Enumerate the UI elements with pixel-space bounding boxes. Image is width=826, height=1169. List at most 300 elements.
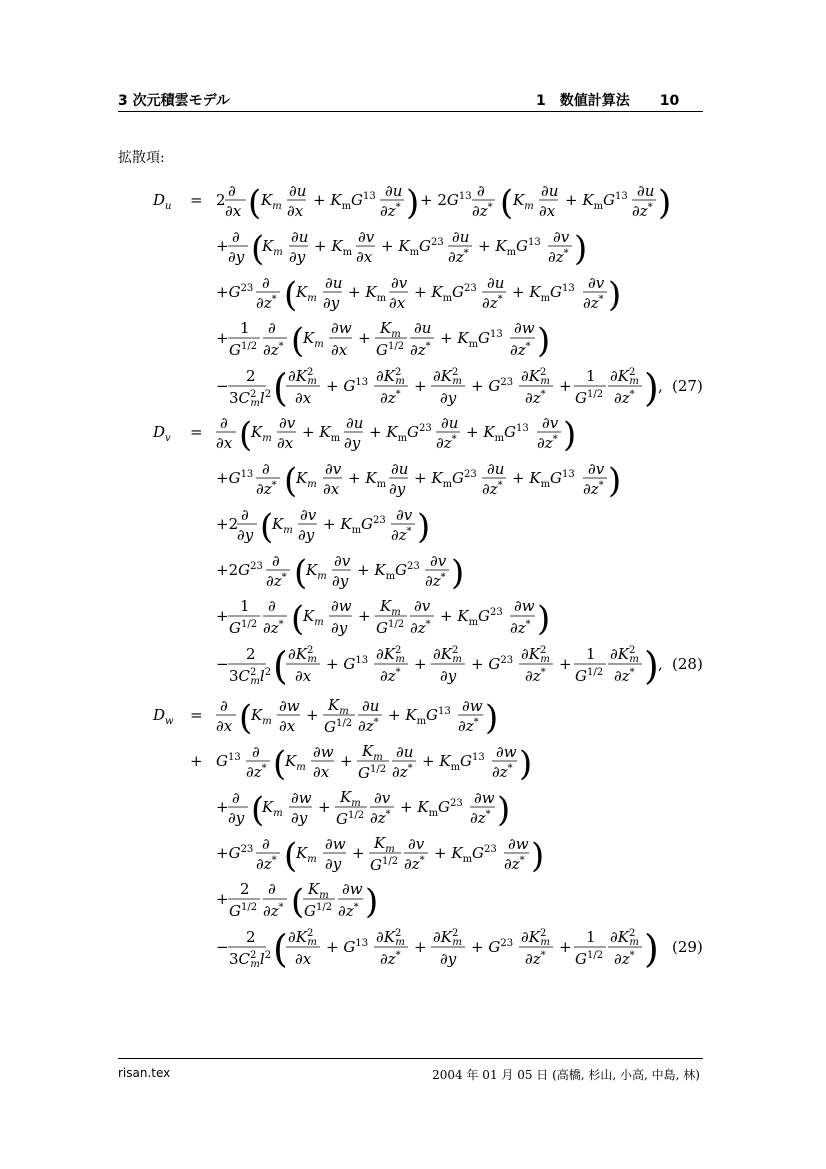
- svg-text:∂z*: ∂z*: [246, 763, 267, 781]
- svg-text:G1/2: $G^{1/2}$: [229, 619, 258, 637]
- svg-text:(: (: [248, 183, 262, 223]
- svg-text:(: (: [500, 183, 514, 223]
- svg-text:G1/2: $G^{1/2}$: [358, 764, 387, 782]
- svg-text:+ G23: + $G^{23}$: [471, 938, 514, 956]
- svg-text:G1/2: $G^{1/2}$: [229, 341, 258, 359]
- svg-text:∂x: ∂x: [356, 248, 373, 266]
- svg-text:=: =: [190, 706, 203, 724]
- svg-text:∂z*: ∂z*: [256, 294, 277, 312]
- svg-text:(: (: [273, 644, 288, 688]
- svg-text:∂K2m: $\partial K^2$ m: [521, 928, 550, 948]
- svg-text:G1/2: $G^{1/2}$: [304, 902, 333, 920]
- svg-text:): ): [537, 599, 551, 639]
- svg-text:+ KmG13: + $K_mG^{13}$: [313, 191, 376, 212]
- svg-text:∂z*: ∂z*: [614, 950, 635, 968]
- svg-text:Km: $K_m$: [285, 752, 306, 773]
- svg-text:Km: $K_m$: [513, 191, 534, 212]
- svg-text:∂v: ∂v: [358, 228, 375, 246]
- svg-text:,: ,: [658, 377, 663, 395]
- svg-text:∂u: ∂u: [385, 182, 403, 200]
- svg-text:∂u: ∂u: [487, 274, 505, 292]
- svg-text:∂u: ∂u: [441, 414, 459, 432]
- svg-text:∂v: ∂v: [279, 414, 296, 432]
- svg-text:+ KmG13: + $K_mG^{13}$: [440, 329, 503, 350]
- svg-text:∂u: ∂u: [487, 460, 505, 478]
- svg-text:=: =: [190, 423, 203, 441]
- svg-text:∂y: ∂y: [237, 526, 254, 544]
- svg-text:∂z*: ∂z*: [548, 248, 569, 266]
- svg-text:G1/2: $G^{1/2}$: [575, 389, 604, 407]
- svg-text:∂y: ∂y: [228, 248, 245, 266]
- svg-text:∂w: ∂w: [331, 319, 352, 337]
- svg-text:∂z*: ∂z*: [425, 572, 446, 590]
- svg-text:G1/2: $G^{1/2}$: [324, 718, 353, 736]
- svg-text:+ KmG13: + $K_mG^{13}$: [422, 752, 485, 773]
- svg-text:Km: $K_m$: [262, 798, 283, 819]
- svg-text:∂u: ∂u: [362, 697, 380, 715]
- svg-text:∂x: ∂x: [277, 434, 294, 452]
- dw-lhs: $D_w$: [153, 706, 174, 727]
- svg-text:(: (: [291, 321, 305, 361]
- svg-text:(: (: [273, 744, 287, 784]
- svg-text:∂u: ∂u: [346, 414, 364, 432]
- svg-text:+ KmG23: + $K_mG^{23}$: [357, 561, 420, 582]
- svg-text:Km: $K_m$: [296, 283, 317, 304]
- svg-text:∂: ∂: [220, 697, 228, 715]
- svg-text:∂: ∂: [268, 597, 276, 615]
- svg-text:∂z*: ∂z*: [448, 248, 469, 266]
- svg-text:+ KmG23: + $K_mG^{23}$: [323, 515, 386, 536]
- svg-text:∂K2m: $\partial K^2$ m: [521, 367, 550, 387]
- svg-text:∂v: ∂v: [588, 460, 605, 478]
- svg-text:∂: ∂: [272, 552, 280, 570]
- svg-text:∂K2m: $\partial K^2$ m: [376, 367, 405, 387]
- svg-text:Km: $K_m$: [380, 597, 401, 618]
- dv-lhs: $D_v$: [153, 423, 171, 444]
- svg-text:∂z*: ∂z*: [482, 294, 503, 312]
- header-section-title: 1 数値計算法: [536, 93, 630, 109]
- svg-text:(: (: [284, 461, 298, 501]
- svg-text:): ): [574, 229, 588, 269]
- equation-du: [152, 182, 703, 410]
- svg-text:G1/2: $G^{1/2}$: [336, 810, 365, 828]
- svg-text:+: +: [216, 798, 229, 816]
- svg-text:3C2ml2: $3C^2$ $ml^2$: [229, 667, 272, 687]
- svg-text:∂w: ∂w: [496, 743, 517, 761]
- svg-text:+ G13: + $G^{13}$: [326, 655, 369, 673]
- svg-text:−: −: [216, 377, 229, 395]
- svg-text:+: +: [318, 798, 331, 816]
- svg-text:∂u: ∂u: [291, 228, 309, 246]
- svg-text:+G23: $+G^{23}$: [216, 844, 254, 862]
- svg-text:∂w: ∂w: [508, 835, 529, 853]
- svg-text:): ): [644, 927, 659, 971]
- svg-text:∂w: ∂w: [291, 789, 312, 807]
- footer-rule: [118, 1058, 703, 1059]
- svg-text:): ): [531, 836, 545, 876]
- svg-text:1: 1: [240, 597, 250, 615]
- du-lhs: $D_u$: [153, 191, 172, 212]
- svg-text:+: +: [559, 938, 572, 956]
- svg-text:+ KmG13: + $K_mG^{13}$: [466, 423, 529, 444]
- svg-text:∂z*: ∂z*: [614, 667, 635, 685]
- svg-text:∂x: ∂x: [295, 950, 312, 968]
- svg-text:∂z*: ∂z*: [492, 763, 513, 781]
- svg-text:+ Km: + $K_m$: [348, 283, 387, 304]
- svg-text:∂y: ∂y: [289, 248, 306, 266]
- svg-text:∂z*: ∂z*: [256, 480, 277, 498]
- svg-text:): ): [658, 183, 672, 223]
- svg-text:+: +: [216, 607, 229, 625]
- svg-text:∂z*: ∂z*: [583, 294, 604, 312]
- svg-text:+: +: [216, 890, 229, 908]
- svg-text:+ Km: + $K_m$: [348, 469, 387, 490]
- svg-text:Km: $K_m$: [362, 742, 383, 763]
- svg-text:∂z*: ∂z*: [256, 855, 277, 873]
- svg-text:∂: ∂: [262, 835, 270, 853]
- svg-text:,: ,: [658, 655, 663, 673]
- svg-text:(: (: [291, 599, 305, 639]
- svg-text:+: +: [340, 752, 353, 770]
- svg-text:∂z*: ∂z*: [358, 717, 379, 735]
- equation-dv: [152, 414, 703, 688]
- svg-text:∂v: ∂v: [334, 552, 351, 570]
- svg-text:): ): [519, 744, 533, 784]
- svg-text:+: +: [216, 237, 229, 255]
- svg-text:+: +: [190, 752, 203, 770]
- svg-text:∂y: ∂y: [332, 572, 349, 590]
- svg-text:∂z*: ∂z*: [458, 717, 479, 735]
- svg-text:∂x: ∂x: [295, 667, 312, 685]
- svg-text:+ KmG13: + $K_mG^{13}$: [388, 706, 451, 727]
- svg-text:+G13: $+G^{13}$: [216, 469, 254, 487]
- svg-text:∂z*: ∂z*: [263, 619, 284, 637]
- svg-text:): ): [365, 882, 379, 922]
- svg-text:): ): [608, 461, 622, 501]
- svg-text:∂w: ∂w: [342, 880, 363, 898]
- svg-text:+: +: [414, 655, 427, 673]
- svg-text:−: −: [216, 938, 229, 956]
- svg-text:∂u: ∂u: [541, 182, 559, 200]
- svg-text:∂w: ∂w: [279, 697, 300, 715]
- svg-text:Km: $K_m$: [251, 423, 272, 444]
- svg-text:∂x: ∂x: [279, 717, 296, 735]
- svg-text:∂K2m: $\partial K^2$ m: [610, 645, 639, 665]
- running-header-chapter: 3 次元積雲モデル: [118, 93, 230, 109]
- svg-text:∂K2m: $\partial K^2$ m: [376, 645, 405, 665]
- svg-text:∂K2m: $\partial K^2$ m: [433, 645, 462, 665]
- equation-dw: [152, 696, 703, 971]
- svg-text:∂: ∂: [228, 182, 236, 200]
- svg-text:∂v: ∂v: [408, 835, 425, 853]
- svg-text:Km: $K_m$: [296, 844, 317, 865]
- svg-text:): ): [644, 366, 659, 410]
- svg-text:∂z*: ∂z*: [504, 855, 525, 873]
- svg-text:(: (: [284, 275, 298, 315]
- svg-text:∂x: ∂x: [539, 202, 556, 220]
- svg-text:2: 2: [246, 928, 256, 946]
- svg-text:2: 2: [240, 880, 250, 898]
- svg-text:+2G23: $+2G^{23}$: [216, 561, 263, 579]
- svg-text:2: 2: [246, 645, 256, 663]
- svg-text:∂y: ∂y: [344, 434, 361, 452]
- svg-text:+ KmG23: + $K_mG^{23}$: [440, 607, 503, 628]
- svg-text:∂x: ∂x: [295, 389, 312, 407]
- svg-text:∂z*: ∂z*: [632, 202, 653, 220]
- svg-text:∂x: ∂x: [389, 294, 406, 312]
- svg-text:∂u: ∂u: [396, 743, 414, 761]
- svg-text:∂y: ∂y: [291, 809, 308, 827]
- svg-text:2: 2: [246, 367, 256, 385]
- svg-text:G1/2: $G^{1/2}$: [575, 667, 604, 685]
- svg-text:∂z*: ∂z*: [525, 667, 546, 685]
- svg-text:∂w: ∂w: [514, 597, 535, 615]
- svg-text:∂K2m: $\partial K^2$ m: [288, 645, 317, 665]
- svg-text:∂u: ∂u: [637, 182, 655, 200]
- svg-text:∂z*: ∂z*: [404, 855, 425, 873]
- svg-text:(: (: [260, 507, 274, 547]
- svg-text:∂x: ∂x: [225, 202, 242, 220]
- svg-text:Km: $K_m$: [296, 469, 317, 490]
- svg-text:Km: $K_m$: [303, 607, 324, 628]
- svg-text:+2: +2: [216, 515, 239, 533]
- svg-text:∂z*: ∂z*: [583, 480, 604, 498]
- svg-text:+: +: [414, 377, 427, 395]
- svg-text:∂: ∂: [241, 506, 249, 524]
- svg-text:∂: ∂: [262, 460, 270, 478]
- svg-text:): ): [485, 698, 499, 738]
- svg-text:(: (: [273, 927, 288, 971]
- svg-text:∂: ∂: [268, 880, 276, 898]
- svg-text:Km: $K_m$: [340, 788, 361, 809]
- svg-text:∂z*: ∂z*: [510, 341, 531, 359]
- svg-text:∂y: ∂y: [440, 389, 457, 407]
- svg-text:(: (: [251, 790, 265, 830]
- svg-text:Km: $K_m$: [308, 880, 329, 901]
- svg-text:∂z*: ∂z*: [482, 480, 503, 498]
- svg-text:G1/2: $G^{1/2}$: [376, 341, 405, 359]
- svg-text:∂K2m: $\partial K^2$ m: [610, 367, 639, 387]
- svg-text:+ G13: + $G^{13}$: [326, 377, 369, 395]
- svg-text:∂x: ∂x: [216, 717, 233, 735]
- svg-text:∂K2m: $\partial K^2$ m: [521, 645, 550, 665]
- footer-filename: risan.tex: [118, 1066, 171, 1080]
- svg-text:1: 1: [586, 367, 596, 385]
- svg-text:∂z*: ∂z*: [380, 667, 401, 685]
- svg-text:G13: $G^{13}$: [216, 752, 241, 770]
- svg-text:∂z*: ∂z*: [266, 572, 287, 590]
- svg-text:3C2ml2: $3C^2$ $ml^2$: [229, 950, 272, 970]
- equation-number-29: (29): [672, 938, 703, 956]
- svg-text:∂w: ∂w: [514, 319, 535, 337]
- svg-text:∂: ∂: [268, 319, 276, 337]
- svg-text:+: +: [358, 329, 371, 347]
- svg-text:Km: $K_m$: [272, 515, 293, 536]
- svg-text:): ): [451, 553, 465, 593]
- svg-text:+ Km: + $K_m$: [314, 237, 353, 258]
- svg-text:∂: ∂: [232, 789, 240, 807]
- svg-text:∂: ∂: [232, 228, 240, 246]
- svg-text:∂y: ∂y: [298, 526, 315, 544]
- svg-text:G1/2: $G^{1/2}$: [575, 950, 604, 968]
- svg-text:+ KmG13: + $K_mG^{13}$: [565, 191, 628, 212]
- svg-text:G1/2: $G^{1/2}$: [229, 902, 258, 920]
- svg-text:∂z*: ∂z*: [525, 389, 546, 407]
- equation-number-27: (27): [672, 377, 703, 395]
- svg-text:∂z*: ∂z*: [263, 902, 284, 920]
- svg-text:∂v: ∂v: [588, 274, 605, 292]
- svg-text:+ KmG23: + $K_mG^{23}$: [434, 844, 497, 865]
- svg-text:∂y: ∂y: [331, 619, 348, 637]
- svg-text:∂u: ∂u: [414, 319, 432, 337]
- svg-text:∂z*: ∂z*: [391, 526, 412, 544]
- svg-text:∂K2m: $\partial K^2$ m: [288, 367, 317, 387]
- svg-text:∂z*: ∂z*: [614, 389, 635, 407]
- svg-text:Km: $K_m$: [303, 329, 324, 350]
- svg-text:∂z*: ∂z*: [263, 341, 284, 359]
- svg-text:Km: $K_m$: [261, 191, 282, 212]
- svg-text:+ G23: + $G^{23}$: [471, 377, 514, 395]
- svg-text:∂u: ∂u: [452, 228, 470, 246]
- svg-text:Km: $K_m$: [262, 237, 283, 258]
- svg-text:3C2ml2: $3C^2$ $ml^2$: [229, 389, 272, 409]
- svg-text:+ KmG23: + $K_mG^{23}$: [381, 237, 444, 258]
- svg-text:1: 1: [586, 645, 596, 663]
- svg-text:∂: ∂: [220, 414, 228, 432]
- svg-text:+: +: [559, 377, 572, 395]
- svg-text:+ KmG13: + $K_mG^{13}$: [512, 469, 575, 490]
- svg-text:∂z*: ∂z*: [510, 619, 531, 637]
- svg-text:∂x: ∂x: [331, 341, 348, 359]
- svg-text:∂z*: ∂z*: [410, 619, 431, 637]
- svg-text:∂x: ∂x: [313, 763, 330, 781]
- svg-text:∂x: ∂x: [287, 202, 304, 220]
- svg-text:=: =: [190, 191, 203, 209]
- svg-text:∂u: ∂u: [391, 460, 409, 478]
- svg-text:(: (: [294, 553, 308, 593]
- svg-text:+: +: [358, 607, 371, 625]
- svg-text:∂v: ∂v: [325, 460, 342, 478]
- svg-text:2: 2: [216, 191, 226, 209]
- svg-text:): ): [563, 415, 577, 455]
- svg-text:∂v: ∂v: [391, 274, 408, 292]
- svg-text:∂v: ∂v: [374, 789, 391, 807]
- svg-text:∂z*: ∂z*: [525, 950, 546, 968]
- svg-text:∂y: ∂y: [440, 950, 457, 968]
- svg-text:+ KmG23: + $K_mG^{23}$: [400, 798, 463, 819]
- svg-text:∂z*: ∂z*: [392, 763, 413, 781]
- svg-text:−: −: [216, 655, 229, 673]
- svg-text:∂w: ∂w: [313, 743, 334, 761]
- svg-text:): ): [608, 275, 622, 315]
- svg-text:+ Km: + $K_m$: [302, 423, 341, 444]
- svg-text:∂: ∂: [477, 182, 485, 200]
- svg-text:G1/2: $G^{1/2}$: [370, 856, 399, 874]
- svg-text:+ 2G13: + $2G^{13}$: [420, 191, 472, 209]
- svg-text:∂u: ∂u: [289, 182, 307, 200]
- svg-text:∂x: ∂x: [323, 480, 340, 498]
- section-label: 拡散項:: [118, 150, 165, 166]
- svg-text:∂y: ∂y: [440, 667, 457, 685]
- svg-text:(: (: [239, 415, 253, 455]
- svg-text:∂z*: ∂z*: [472, 202, 493, 220]
- svg-text:∂K2m: $\partial K^2$ m: [376, 928, 405, 948]
- svg-text:Km: $K_m$: [380, 319, 401, 340]
- svg-text:(: (: [284, 836, 298, 876]
- svg-text:+ KmG13: + $K_mG^{13}$: [512, 283, 575, 304]
- svg-text:∂K2m: $\partial K^2$ m: [433, 928, 462, 948]
- svg-text:∂z*: ∂z*: [380, 389, 401, 407]
- equation-number-28: (28): [672, 655, 703, 673]
- svg-text:): ): [497, 790, 511, 830]
- svg-text:∂w: ∂w: [474, 789, 495, 807]
- svg-text:+ G13: + $G^{13}$: [326, 938, 369, 956]
- svg-text:∂K2m: $\partial K^2$ m: [433, 367, 462, 387]
- svg-text:(: (: [251, 229, 265, 269]
- svg-text:+: +: [352, 844, 365, 862]
- svg-text:+: +: [306, 706, 319, 724]
- svg-text:∂z*: ∂z*: [436, 434, 457, 452]
- svg-text:∂z*: ∂z*: [410, 341, 431, 359]
- svg-text:1: 1: [586, 928, 596, 946]
- svg-text:∂x: ∂x: [216, 434, 233, 452]
- svg-text:): ): [537, 321, 551, 361]
- svg-text:∂v: ∂v: [542, 414, 559, 432]
- svg-text:∂v: ∂v: [414, 597, 431, 615]
- svg-text:∂z*: ∂z*: [338, 902, 359, 920]
- svg-text:+ KmG23: + $K_mG^{23}$: [369, 423, 432, 444]
- svg-text:∂v: ∂v: [300, 506, 317, 524]
- svg-text:): ): [406, 183, 420, 223]
- svg-text:+: +: [414, 938, 427, 956]
- svg-text:Km: $K_m$: [251, 706, 272, 727]
- svg-text:∂z*: ∂z*: [380, 202, 401, 220]
- svg-text:∂: ∂: [252, 743, 260, 761]
- svg-text:∂z*: ∂z*: [370, 809, 391, 827]
- svg-text:Km: $K_m$: [328, 696, 349, 717]
- svg-text:∂w: ∂w: [325, 835, 346, 853]
- svg-text:∂z*: ∂z*: [470, 809, 491, 827]
- svg-text:Km: $K_m$: [306, 561, 327, 582]
- svg-text:∂y: ∂y: [325, 855, 342, 873]
- svg-text:+G23: $+G^{23}$: [216, 283, 254, 301]
- svg-text:(: (: [291, 882, 305, 922]
- svg-text:): ): [644, 644, 659, 688]
- svg-text:∂w: ∂w: [462, 697, 483, 715]
- svg-text:∂K2m: $\partial K^2$ m: [610, 928, 639, 948]
- svg-text:(: (: [239, 698, 253, 738]
- svg-text:∂w: ∂w: [331, 597, 352, 615]
- svg-text:+ KmG23: + $K_mG^{23}$: [414, 283, 477, 304]
- svg-text:Km: $K_m$: [374, 834, 395, 855]
- svg-text:+: +: [559, 655, 572, 673]
- svg-text:+ KmG13: + $K_mG^{13}$: [478, 237, 541, 258]
- svg-text:+: +: [216, 329, 229, 347]
- svg-text:∂z*: ∂z*: [537, 434, 558, 452]
- svg-text:∂K2m: $\partial K^2$ m: [288, 928, 317, 948]
- footer-date-authors: 2004 年 01 月 05 日 (高橋, 杉山, 小高, 中島, 林): [432, 1068, 700, 1082]
- svg-text:+ G23: + $G^{23}$: [471, 655, 514, 673]
- svg-text:∂y: ∂y: [389, 480, 406, 498]
- svg-text:): ): [417, 507, 431, 547]
- svg-text:∂v: ∂v: [553, 228, 570, 246]
- svg-text:∂z*: ∂z*: [380, 950, 401, 968]
- svg-text:∂u: ∂u: [325, 274, 343, 292]
- page-number: 10: [659, 93, 680, 109]
- svg-text:∂y: ∂y: [323, 294, 340, 312]
- svg-text:∂y: ∂y: [228, 809, 245, 827]
- svg-text:∂: ∂: [262, 274, 270, 292]
